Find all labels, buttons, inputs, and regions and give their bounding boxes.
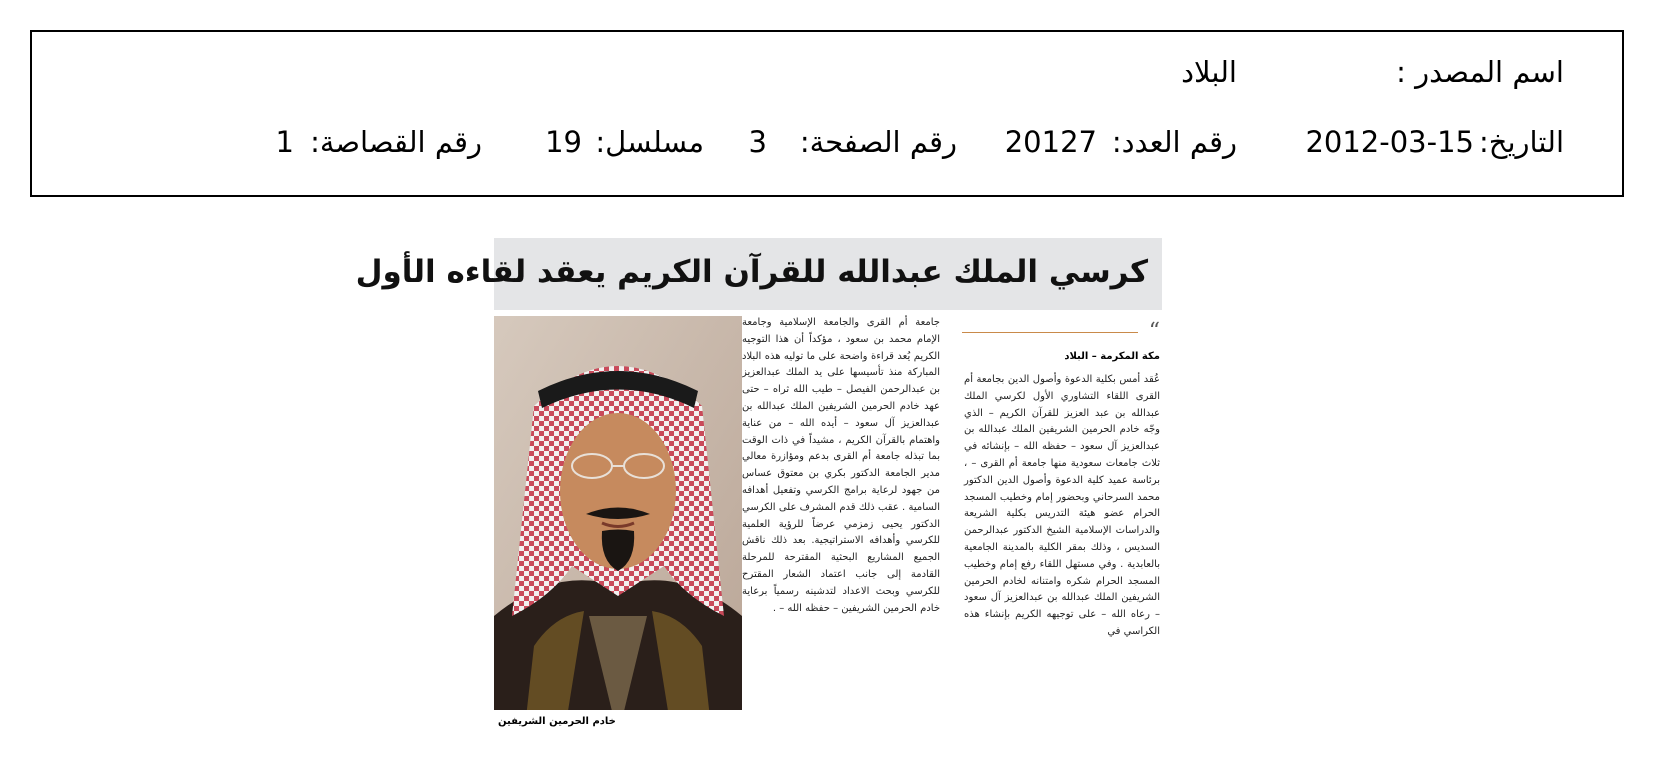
quote-divider: [962, 332, 1138, 333]
article-headline: كرسي الملك عبدالله للقرآن الكريم يعقد لقاءه الأول: [355, 254, 1148, 290]
page-label: رقم الصفحة:: [799, 125, 957, 159]
source-value: البلاد: [1181, 55, 1237, 89]
source-line: [32, 54, 1622, 90]
portrait-image: [494, 316, 742, 736]
serial-value: 19: [545, 125, 582, 159]
article-column-right: [962, 319, 1162, 738]
clip-value: 1: [275, 125, 294, 159]
date-value: 2012-03-15: [1305, 125, 1474, 159]
newspaper-clipping: [355, 238, 1162, 738]
quote-mark-icon: “: [1148, 319, 1160, 344]
article-dateline: مكة المكرمة – البلاد: [1064, 351, 1160, 362]
article-column-middle: [740, 315, 940, 738]
issue-value: 20127: [1004, 125, 1097, 159]
issue-label: رقم العدد:: [1111, 125, 1237, 159]
source-info-box: [30, 30, 1624, 197]
metadata-line: [32, 124, 1622, 160]
clip-label: رقم القصاصة:: [310, 125, 482, 159]
photo-caption: خادم الحرمين الشريفين: [498, 716, 616, 727]
serial-label: مسلسل:: [595, 125, 704, 159]
page-value: 3: [748, 125, 767, 159]
date-label: التاريخ:: [1478, 125, 1564, 159]
photo-caption-bar: [494, 710, 742, 736]
portrait-photo: [494, 316, 742, 736]
headline-bar: [355, 238, 1162, 310]
article-body-middle: جامعة أم القرى والجامعة الإسلامية وجامعة الإمام محمد بن سعود ، مؤكداً أن هذا التوجيه الكريم يُعد قراءة واضحة على ما توليه هذه البلاد المباركة منذ تأسيسها على يد الملك عبدالعزيز بن عبدالرحمن الفيصل – طيب الله ثراه – حتى عهد خادم الحرمين الشريفين الملك عبدالله بن عبدالعزيز آل سعود – أيده الله – من عناية واهتمام بالقرآن الكريم ، مشيداً في ذات الوقت بما تبذله جامعة أم القرى بدعم ومؤازرة معالي مدير الجامعة الدكتور بكري بن معتوق عساس من جهود لرعاية برامج الكرسي وتفعيل أهدافه السامية . عقب ذلك قدم المشرف على الكرسي الدكتور يحيى زمزمي عرضاً للرؤية العلمية للكرسي وأهدافه الاستراتيجية. بعد ذلك ناقش الجميع المشاريع البحثية المقترحة للمرحلة القادمة إلى جانب اعتماد الشعار المقترح للكرسي وبحث الاعداد لتدشينه رسمياً برعاية خادم الحرمين الشريفين – حفظه الله – .: [742, 317, 940, 614]
article-body-right: عُقد أمس بكلية الدعوة وأصول الدين بجامعة أم القرى اللقاء التشاوري الأول لكرسي الملك عبدالله بن عبد العزيز للقرآن الكريم – الذي وجّه خادم الحرمين الشريفين الملك عبدالله بن عبدالعزيز آل سعود – حفظه الله – بإنشائه في ثلاث جامعات سعودية منها جامعة أم القرى – ، برئاسة عميد كلية الدعوة وأصول الدين الدكتور محمد السرحاني وبحضور إمام وخطيب المسجد الحرام عضو هيئة التدريس بكلية الشريعة والدراسات الإسلامية الشيخ الدكتور عبدالرحمن السديس ، وذلك بمقر الكلية بالمدينة الجامعية بالعابدية . وفي مستهل اللقاء رفع إمام وخطيب المسجد الحرام شكره وامتنانه لخادم الحرمين الشريفين الملك عبدالله بن عبدالعزيز آل سعود – رعاه الله – على توجيهه الكريم بإنشاء هذه الكراسي في: [964, 374, 1160, 637]
source-label: اسم المصدر :: [1396, 55, 1564, 89]
